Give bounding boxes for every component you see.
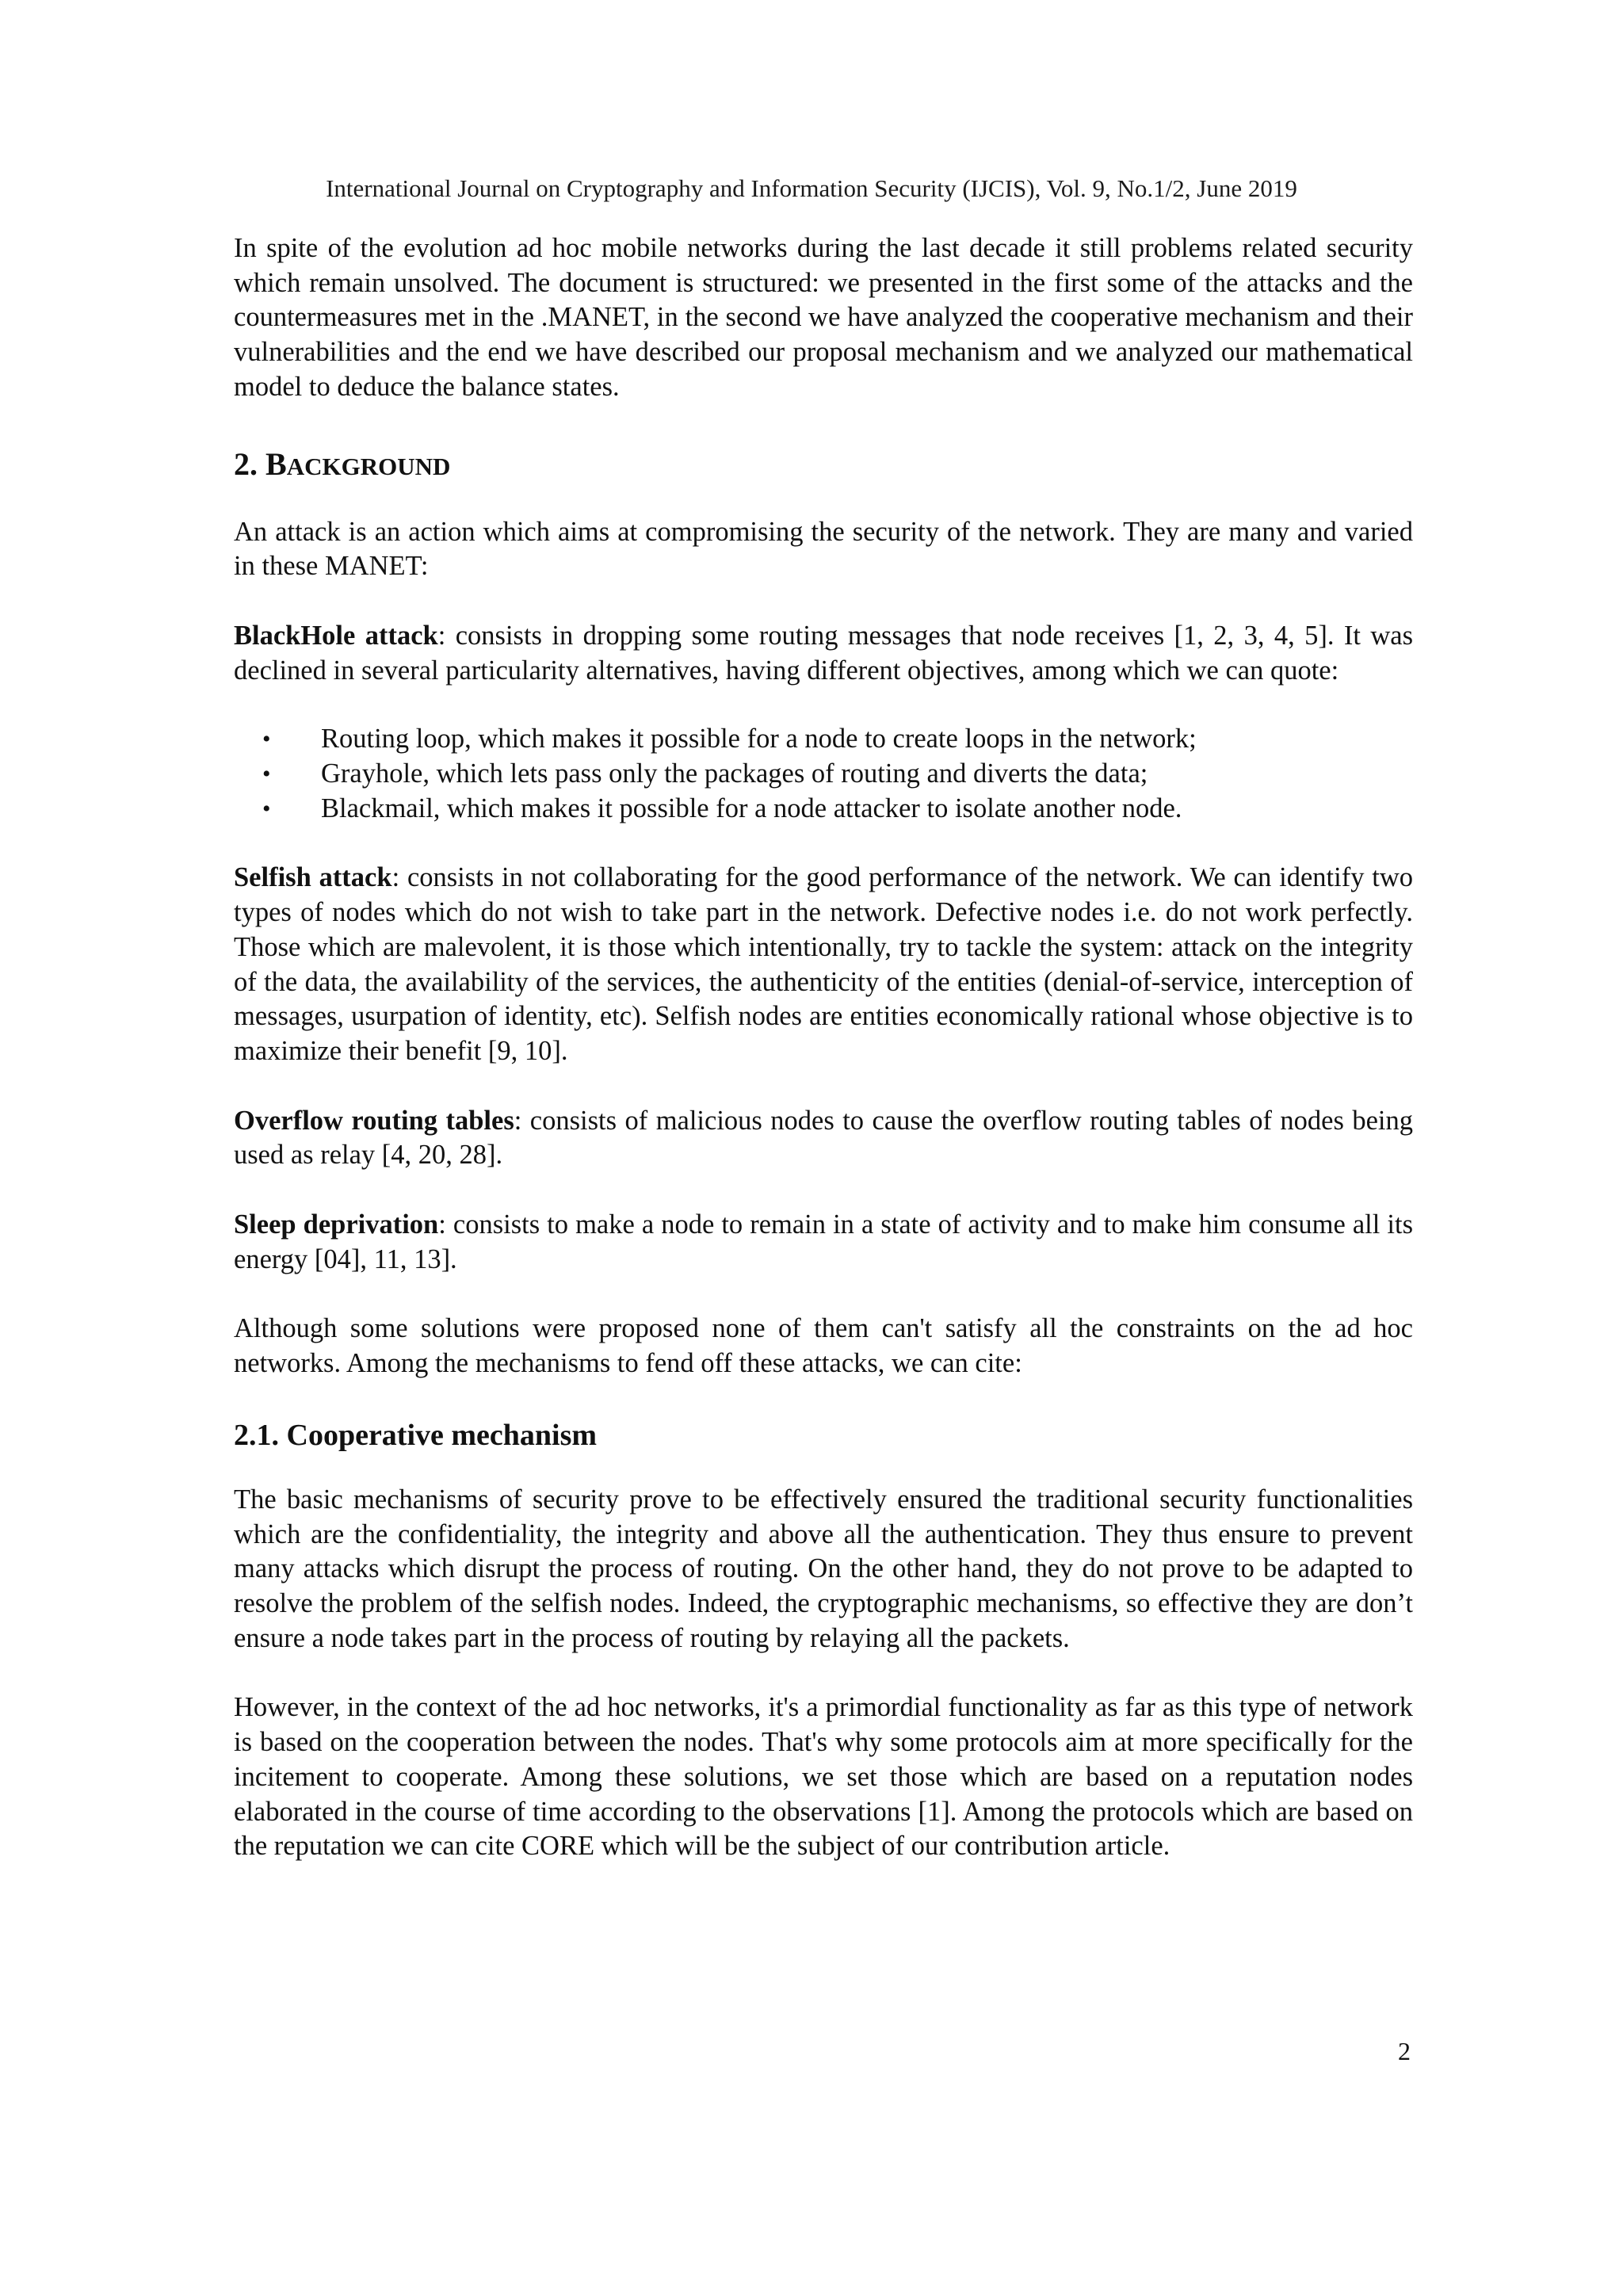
sleep-paragraph <box>234 1208 1413 1277</box>
sleep-text: : consists to make a node to remain in a state of activity and to make him consume all its energy [04], 11, 13]. <box>234 1209 1413 1274</box>
list-item <box>234 757 1413 792</box>
blackhole-text: : consists in dropping some routing messages that node receives [1, 2, 3, 4, 5]. It was declined in several particularity alternatives, having different objectives, among which we can quote: <box>234 620 1414 686</box>
selfish-paragraph <box>234 861 1413 1068</box>
list-item-text: Blackmail, which makes it possible for a node attacker to isolate another node. <box>321 793 1182 823</box>
overflow-term: Overflow routing tables <box>234 1105 514 1136</box>
sleep-term: Sleep deprivation <box>234 1209 439 1240</box>
section-heading-title: ACKGROUND <box>286 452 451 480</box>
blackhole-term: BlackHole attack <box>234 620 438 651</box>
list-item <box>234 722 1413 757</box>
solutions-paragraph: Although some solutions were proposed none of them can't satisfy all the constraints on the ad hoc networks. Among the mechanisms to fend off these attacks, we can cite: <box>234 1313 1413 1379</box>
intro-paragraph: In spite of the evolution ad hoc mobile networks during the last decade it still problems related security which remain unsolved. The document is structured: we presented in the first some of the attacks and the countermeasures met in the .MANET, in the second we have analyzed the cooperative mechanism and their vulnerabilities and the end we have described our proposal mechanism and we analyzed our mathematical model to deduce the balance states. <box>234 233 1413 402</box>
overflow-text: : consists of malicious nodes to cause the overflow routing tables of nodes being used as relay [4, 20, 28]. <box>234 1105 1413 1171</box>
bullet-icon: • <box>262 795 271 822</box>
cooperative-paragraph-1: The basic mechanisms of security prove to be effectively ensured the traditional security functionalities which are the confidentiality, the integrity and above all the authentication. They thus ensure to prevent many attacks which disrupt the process of routing. On the other hand, they do not prove to be adapted to resolve the problem of the selfish nodes. Indeed, the cryptographic mechanisms, so effective they are don’t ensure a node takes part in the process of routing by relaying all the packets. <box>234 1484 1413 1653</box>
page-number: 2 <box>1398 2037 1411 2065</box>
section-heading-number: 2. B <box>234 445 287 482</box>
overflow-paragraph <box>234 1104 1413 1173</box>
list-item <box>234 792 1413 827</box>
subsection-heading-cooperative: 2.1. Cooperative mechanism <box>234 1418 598 1452</box>
selfish-text: : consists in not collaborating for the good performance of the network. We can identify two types of nodes which do not wish to take part in the network. Defective nodes i.e. do not work perfectly. Those which are malevolent, it is those which intentionally, try to tackle the system: attack on the integrity of the data, the availability of the services, the authenticity of the entities (denial-of-service, interception of messages, usurpation of identity, etc). Selfish nodes are entities economically rational whose objective is to maximize their benefit [9, 10]. <box>234 862 1414 1066</box>
blackhole-paragraph <box>234 619 1413 688</box>
page-body <box>234 231 1413 1864</box>
background-paragraph: An attack is an action which aims at compromising the security of the network. They are many and varied in these MANET: <box>234 516 1413 582</box>
bullet-icon: • <box>262 761 271 788</box>
bullet-icon: • <box>262 726 271 753</box>
cooperative-paragraph-2: However, in the context of the ad hoc networks, it's a primordial functionality as far as this type of network is based on the cooperation between the nodes. That's why some protocols aim at more specifically for the incitement to cooperate. Among these solutions, we set those which are based on a reputation nodes elaborated in the course of time according to the observations [1]. Among the protocols which are based on the reputation we can cite CORE which will be the subject of our contribution article. <box>234 1692 1413 1862</box>
selfish-term: Selfish attack <box>234 862 392 893</box>
section-heading-background <box>234 445 1413 487</box>
list-item-text: Routing loop, which makes it possible for a node to create loops in the network; <box>321 724 1197 755</box>
list-item-text: Grayhole, which lets pass only the packages of routing and diverts the data; <box>321 758 1148 789</box>
running-header: International Journal on Cryptography and Information Security (IJCIS), Vol. 9, No.1/2, June 2019 <box>326 174 1297 202</box>
attack-variants-list <box>234 722 1413 826</box>
